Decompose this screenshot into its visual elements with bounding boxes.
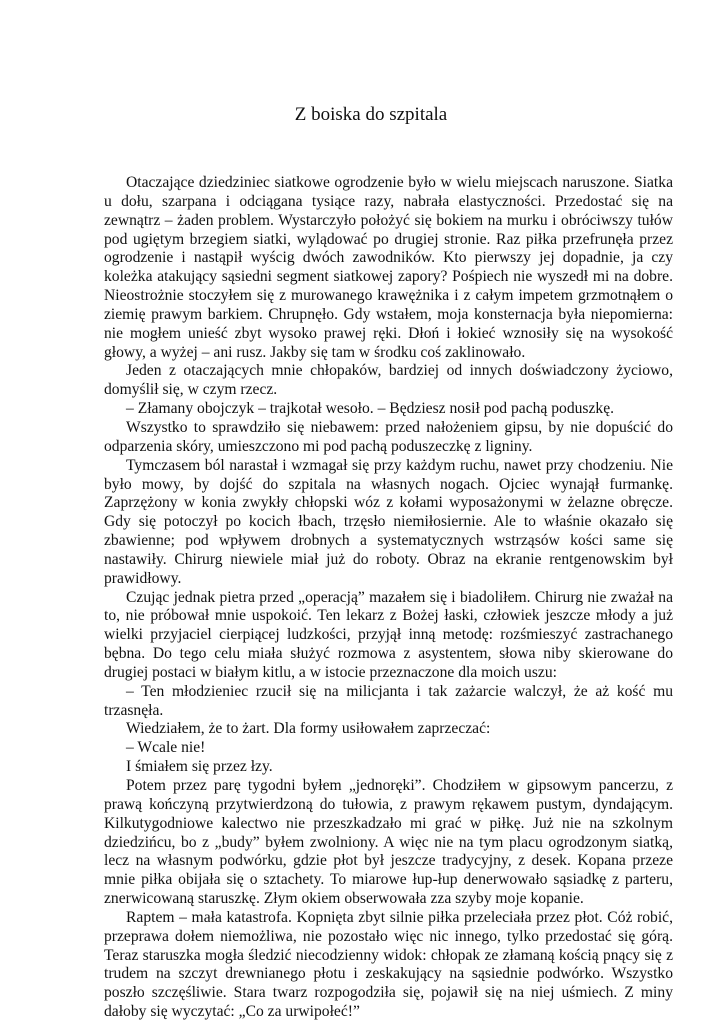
paragraph: Wiedziałem, że to żart. Dla formy usiłowałem zaprzeczać: xyxy=(126,720,491,738)
paragraph: Otaczające dziedziniec siatkowe ogrodzenie było w wielu miejscach naruszone. Siatka u dołu, szarpana i odciągana tysiące razy, nabrała elastyczności. Przedostać się na zewnątrz – żaden problem. Wystarczyło położyć się bokiem na murku i obróciwszy tułów pod ugiętym brzegiem siatki, wylądować po drugiej stronie. Raz piłka przefrunęła przez ogrodzenie i nastąpił wyścig dwóch zawodników. Kto pierwszy jej dopadnie, ja czy koleżka atakujący sąsiedni segment siatkowej zapory? Pośpiech nie wyszedł mi na dobre. Nieostrożnie stoczyłem się z murowanego krawężnika i z całym impetem grzmotnąłem o ziemię prawym barkiem. Chrupnęło. Gdy wstałem, moja konsternacja była niepomierna: nie mogłem unieść zbyt wysoko prawej ręki. Dłoń i łokieć wznosiły się na wysokość głowy, a wyżej – ani rusz. Jakby się tam w środku coś zaklinowało. xyxy=(104,174,673,361)
paragraph: Potem przez parę tygodni byłem „jednoręki”. Chodziłem w gipsowym pancerzu, z prawą kończyną przytwierdzoną do tułowia, z prawym rękawem pustym, dyndającym. Kilkutygodniowe kalectwo nie przeszkadzało mi grać w piłkę. Już nie na szkolnym dziedzińcu, bo z „budy” byłem zwolniony. A więc nie na tym placu ogrodzonym siatką, lecz na własnym podwórku, gdzie płot był jeszcze tradycyjny, z desek. Kopana przeze mnie piłka obijała się o sztachety. To miarowe łup-łup denerwowało sąsiadkę z parteru, znerwicowaną staruszkę. Złym okiem obserwowała zza szyby moje kopanie. xyxy=(104,777,673,908)
paragraph: Czując jednak pietra przed „operacją” mazałem się i biadoliłem. Chirurg nie zważał na to, nie próbował mnie uspokoić. Ten lekarz z Bożej łaski, człowiek jeszcze młody a już wielki przyjaciel cierpiącej ludzkości, przyjął inną metodę: rozśmieszyć zastrachanego bębna. Do tego celu miała służyć rozmowa z asystentem, słowa niby skierowane do drugiej postaci w białym kitlu, a w istocie przeznaczone dla moich uszu: xyxy=(104,588,673,681)
paragraph: – Ten młodzieniec rzucił się na milicjanta i tak zażarcie walczył, że aż kość mu trzasnęła. xyxy=(104,682,673,719)
document-title: Z boiska do szpitala xyxy=(294,104,448,125)
paragraph: I śmiałem się przez łzy. xyxy=(126,758,273,776)
paragraph: – Wcale nie! xyxy=(126,739,206,757)
paragraph: – Złamany obojczyk – trajkotał wesoło. – Będziesz nosił pod pachą poduszkę. xyxy=(126,400,615,418)
paragraph: Raptem – mała katastrofa. Kopnięta zbyt silnie piłka przeleciała przez płot. Cóż robić, przeprawa dołem niemożliwa, nie pozostało więc nic innego, tylko przedostać się górą. Teraz staruszka mogła śledzić niecodzienny widok: chłopak ze złamaną kością pnący się z trudem na szczyt drewnianego płotu i zeskakujący na sąsiednie podwórko. Wszystko poszło szczęśliwie. Stara twarz rozpogodziła się, pojawił się na niej uśmiech. Z miny dałoby się wyczytać: „Co za urwipołeć!” xyxy=(104,908,673,1021)
document-body xyxy=(104,174,673,1022)
paragraph: Wszystko to sprawdziło się niebawem: przed nałożeniem gipsu, by nie dopuścić do odparzenia skóry, umieszczono mi pod pachą poduszeczkę z ligniny. xyxy=(104,418,673,455)
paragraph: Tymczasem ból narastał i wzmagał się przy każdym ruchu, nawet przy chodzeniu. Nie było mowy, by dojść do szpitala na własnych nogach. Ojciec wynajął furmankę. Zaprzężony w konia zwykły chłopski wóz z kołami wyposażonymi w żelazne obręcze. Gdy się potoczył po kocich łbach, trzęsło niemiłosiernie. Ale to właśnie okazało się zbawienne; pod wpływem drobnych a systematycznych wstrząsów kości same się nastawiły. Chirurg niewiele miał już do roboty. Obraz na ekranie rentgenowskim był prawidłowy. xyxy=(104,456,673,587)
paragraph: Jeden z otaczających mnie chłopaków, bardziej od innych doświadczony życiowo, domyślił się, w czym rzecz. xyxy=(104,362,673,399)
